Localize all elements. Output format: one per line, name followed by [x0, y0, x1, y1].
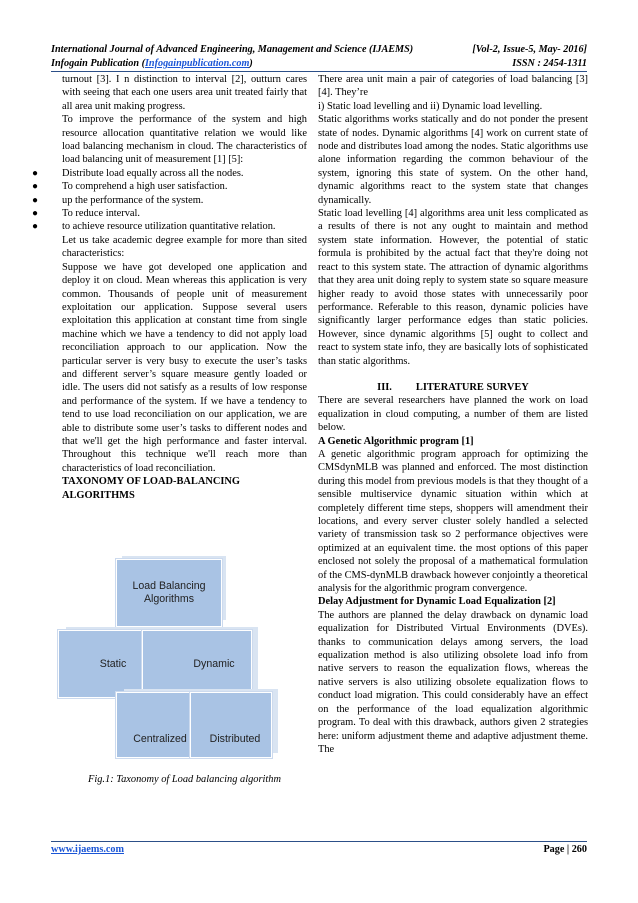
list-item-text: up the performance of the system.: [62, 194, 204, 206]
subheading-genetic: A Genetic Algorithmic program [1]: [318, 435, 474, 447]
characteristics-list: [32, 167, 307, 234]
left-paragraph-4: Suppose we have got developed one application and deploy it on cloud. Mean whereas this application is very common. Thousands of people unit of measurement exploitation our application. Suppose several users exploitation this application at constant time from single machine which we have a tendency to did not apply load reconciliation approach to our application. Now the particular server is very busy to execute the user’s tasks and different server’s square measure gently loaded or idle. The users did not satisfy as a results of low response and performance of the system. If we have a tendency to tend to use load reconciliation on our application, we are able to distribute some user’s tasks to different nodes and that we'll get the high performance and faster interval. Throughout this technique we'll reach more than characteristics of load reconciliation.: [62, 261, 307, 474]
left-paragraph-3: Let us take academic degree example for more than sited characteristics:: [62, 234, 307, 260]
diagram-distributed-label: Distributed: [209, 732, 261, 745]
footer-rule: [51, 841, 587, 842]
list-item: [32, 220, 307, 233]
section-title: LITERATURE SURVEY: [415, 381, 529, 393]
right-paragraph-2: i) Static load levelling and ii) Dynamic load levelling.: [318, 100, 543, 112]
bullet-icon: ●: [32, 221, 39, 233]
right-paragraph-3: Static algorithms works statically and do not ponder the present state of nodes. Dynamic algorithms [4] work on current state of node and distributes load among the nodes. Static algorithms use alone information regarding the common behaviour of the system, ignoring this state of system. On the other hand, dynamic algorithms react to the system state that changes dynamically.: [318, 114, 588, 206]
list-item: [32, 167, 307, 180]
right-column: [318, 73, 588, 756]
bullet-icon: ●: [32, 208, 39, 220]
right-paragraph-7: The authors are planned the delay drawback on dynamic load equalization for Distributed Virtual Environments (DVEs). thanks to communication delays among servers, the load equalization method is also utilizing obsolete load info from native servers to reason the equalization flows, whereas the native servers is also utilizing obsolete equalization flows to conduct load migration. This could considerably have an effect on the performance of the load equalization algorithmic program. To deal with this drawback, authors given 2 strategies here: uniform adjustment theme and adaptive adjustment theme. The: [318, 609, 588, 755]
list-item-text: to achieve resource utilization quantitative relation.: [62, 221, 276, 233]
diagram-root-box: [116, 559, 222, 627]
taxonomy-heading: TAXONOMY OF LOAD-BALANCING ALGORITHMS: [62, 476, 240, 501]
bullet-icon: ●: [32, 167, 39, 179]
figure-caption: Fig.1: Taxonomy of Load balancing algorithm: [88, 774, 281, 785]
header-rule: [51, 71, 587, 72]
section-heading: [318, 381, 588, 394]
list-item: [32, 180, 307, 193]
issn: ISSN : 2454-1311: [512, 58, 587, 69]
diagram-dynamic-box: [142, 630, 252, 698]
right-paragraph-1: There area unit main a pair of categories of load balancing [3] [4]. They’re: [318, 74, 588, 99]
list-item: [32, 194, 307, 207]
list-item: [32, 207, 307, 220]
left-column: [32, 73, 307, 502]
page-number: Page | 260: [543, 844, 587, 855]
right-paragraph-4: Static load levelling [4] algorithms area unit less complicated as a results of there is not any ought to maintain and method system state information. However, the potential of static formula is prohibited by the actual fact that they're doing not react to this system state. The attraction of dynamic algorithms that they area unit doing reply to system state so square measure higher ready to avoid those states with unnecessarily poor performance. Referable to this reason, dynamic policies have significantly larger performance edges than static policies. However, since dynamic algorithms [5] ought to collect and react to system state info, they are basically lots of sophisticated than static algorithms.: [318, 208, 588, 367]
diagram-static-label: Static: [99, 657, 127, 670]
list-item-text: Distribute load equally across all the nodes.: [62, 167, 244, 179]
diagram-distributed-box: [190, 692, 272, 758]
diagram-centralized-label: Centralized: [133, 732, 187, 745]
diagram-root-label: Load Balancing Algorithms: [132, 580, 206, 605]
diagram-dynamic-label: Dynamic: [193, 657, 235, 670]
subheading-delay: Delay Adjustment for Dynamic Load Equalization [2]: [318, 596, 556, 608]
list-item-text: To reduce interval.: [62, 208, 141, 220]
right-paragraph-6: A genetic algorithmic program approach for optimizing the CMSdynMLB was planned and enforced. The most distinction during this model from previous models is that they thought of a sensible multiservice dynamic situation within which at completely different time steps, shoppers will amendment their locations, and every server cluster solely handled a selected variety of transmission task so 2 performance objectives were optimized at an equivalent time. the most options of this paper enclosed not solely the proposal of a mathematical formulation of the CMS-dynMLB drawback however conjointly a theoretical analysis for the algorithmic program convergence.: [318, 448, 588, 595]
website-link[interactable]: www.ijaems.com: [51, 844, 124, 855]
right-paragraph-5: There are several researchers have planned the work on load equalization in cloud computing, a number of them are listed below.: [318, 395, 588, 434]
publisher: [51, 58, 253, 69]
publisher-prefix: Infogain Publication (: [51, 58, 145, 69]
bullet-icon: ●: [32, 194, 39, 206]
volume-info: [Vol-2, Issue-5, May- 2016]: [472, 44, 587, 55]
taxonomy-diagram: [44, 555, 296, 755]
journal-title: International Journal of Advanced Engineering, Management and Science (IJAEMS): [51, 44, 414, 55]
section-number: III.: [377, 381, 392, 393]
bullet-icon: ●: [32, 181, 39, 193]
left-paragraph-1: turnout [3]. I n distinction to interval [2], outturn cares with seeing that each one users area unit treated fairly that all area unit making progress.: [62, 74, 307, 112]
left-paragraph-2: To improve the performance of the system and high resource allocation quantitative relation we would like load balancing mechanism in cloud. The characteristics of load balancing unit of measurement [1] [5]:: [62, 114, 307, 166]
list-item-text: To comprehend a high user satisfaction.: [62, 181, 228, 193]
publisher-suffix: ): [249, 58, 253, 69]
publisher-link[interactable]: Infogainpublication.com: [144, 58, 250, 69]
